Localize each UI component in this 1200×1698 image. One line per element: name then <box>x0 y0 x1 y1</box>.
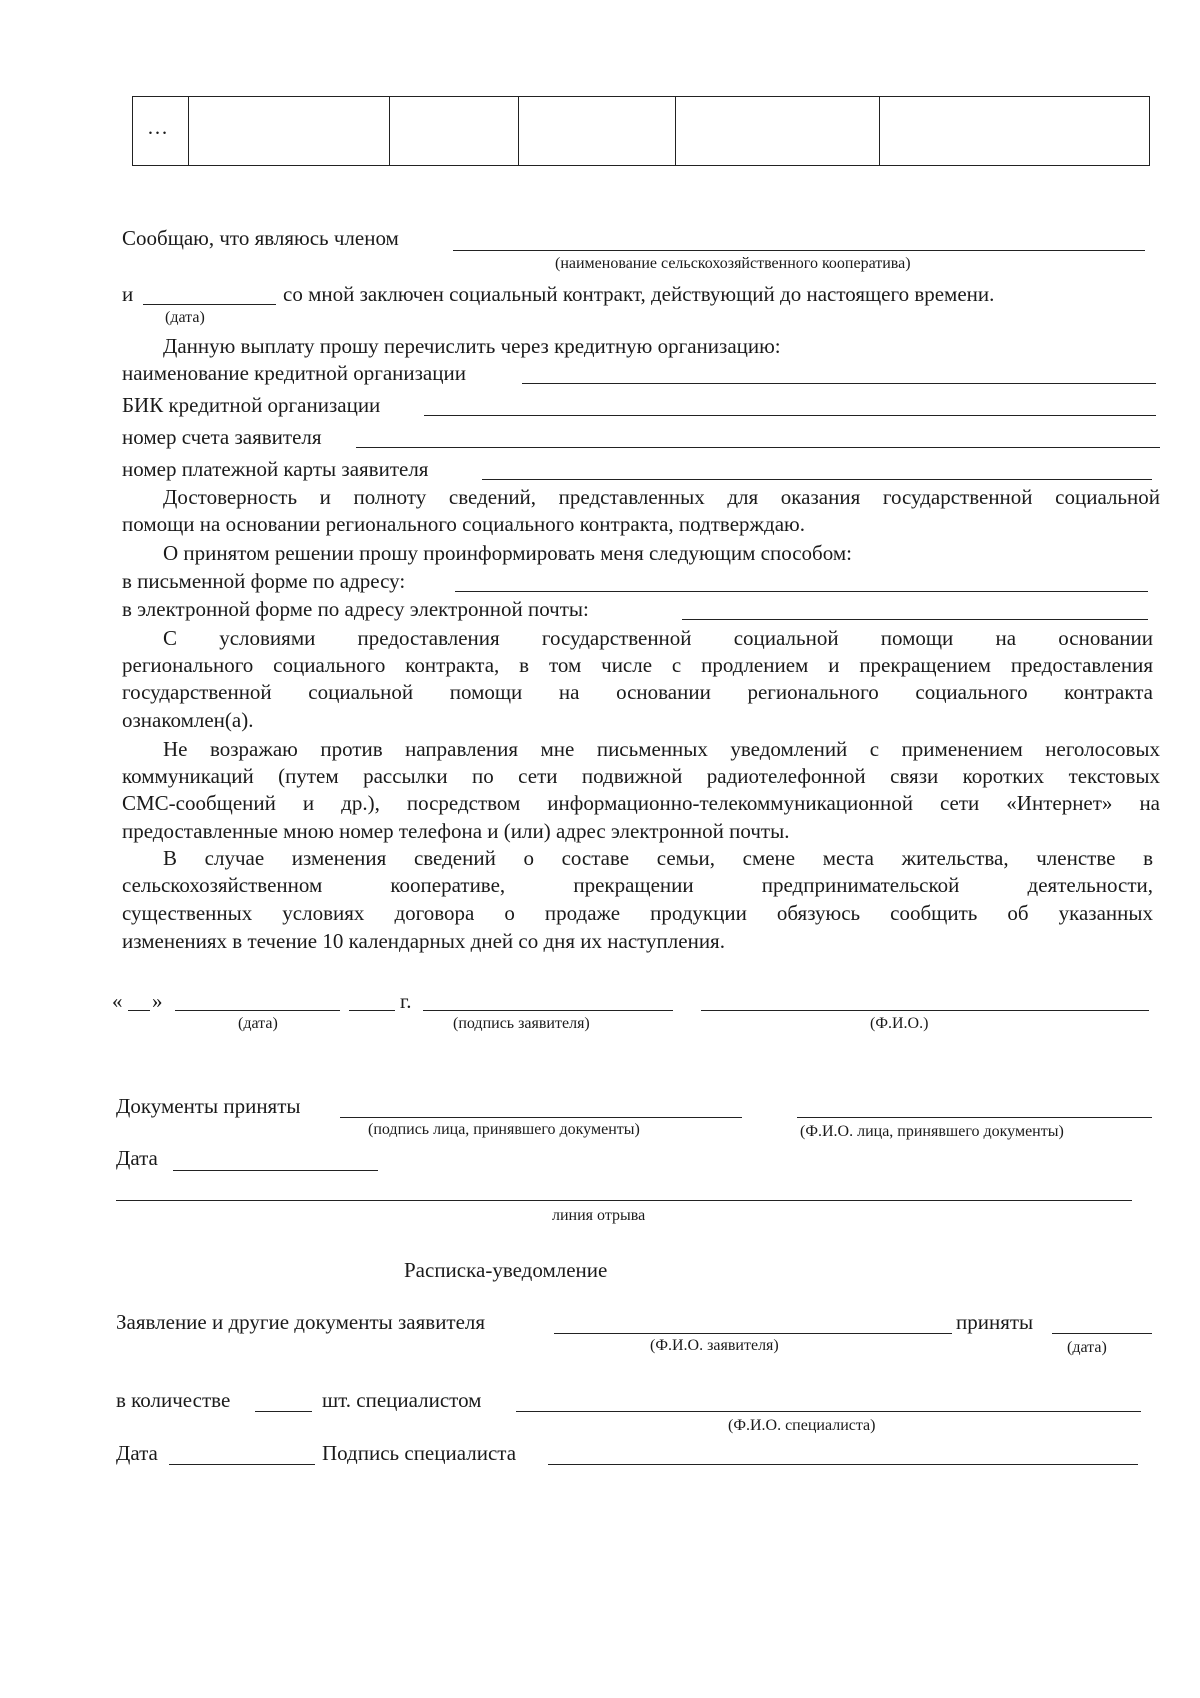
sign-date-caption: (дата) <box>238 1015 278 1032</box>
receipt-accepted-word: приняты <box>956 1310 1034 1334</box>
table-cell <box>188 97 189 165</box>
account-field[interactable] <box>356 447 1160 448</box>
written-address-field[interactable] <box>455 591 1148 592</box>
table-cell <box>879 97 880 165</box>
quote-close: » <box>152 989 163 1013</box>
pcs-label: шт. специалистом <box>322 1388 482 1412</box>
specialist-fio-field[interactable] <box>516 1411 1141 1412</box>
cooperative-caption: (наименование сельскохозяйственного кооператива) <box>555 255 911 272</box>
accepter-fio-caption: (Ф.И.О. лица, принявшего документы) <box>800 1123 1064 1140</box>
card-field[interactable] <box>482 479 1152 480</box>
conditions-line: ознакомлен(а). <box>122 708 254 732</box>
accepted-date-field[interactable] <box>173 1170 378 1171</box>
sms-line: СМС-сообщений и др.), посредством информационно-телекоммуникационной сети «Интернет» на <box>122 791 1160 815</box>
conditions-line: регионального социального контракта, в том числе с продлением и прекращением предоставления <box>122 653 1153 677</box>
table-cell <box>675 97 676 165</box>
accepter-fio-field[interactable] <box>797 1117 1152 1118</box>
specialist-signature-field[interactable] <box>548 1464 1138 1465</box>
contract-text: со мной заключен социальный контракт, действующий до настоящего времени. <box>283 282 995 306</box>
receipt-date-label: Дата <box>116 1441 158 1465</box>
tear-off-label: линия отрыва <box>552 1207 646 1224</box>
changes-line: сельскохозяйственном кооперативе, прекращении предпринимательской деятельности, <box>122 873 1153 897</box>
bik-field[interactable] <box>424 415 1156 416</box>
year-suffix: г. <box>400 989 412 1013</box>
applicant-signature-field[interactable] <box>423 1010 673 1011</box>
contract-date-caption: (дата) <box>165 309 205 326</box>
table-ellipsis: … <box>147 115 168 139</box>
fio-caption: (Ф.И.О.) <box>870 1015 929 1032</box>
sms-line: коммуникаций (путем рассылки по сети подвижной радиотелефонной связи коротких текстовых <box>122 764 1160 788</box>
month-field[interactable] <box>175 1010 340 1011</box>
email-field[interactable] <box>682 619 1148 620</box>
inform-intro: О принятом решении прошу проинформировать меня следующим способом: <box>163 541 852 565</box>
receipt-fio-caption: (Ф.И.О. заявителя) <box>650 1337 779 1354</box>
email-label: в электронной форме по адресу электронной почты: <box>122 597 589 621</box>
applicant-fio-field[interactable] <box>701 1010 1149 1011</box>
table-cell <box>389 97 390 165</box>
accepted-date-label: Дата <box>116 1146 158 1170</box>
card-label: номер платежной карты заявителя <box>122 457 429 481</box>
contract-date-field[interactable] <box>143 304 276 305</box>
receipt-applicant-fio-field[interactable] <box>554 1333 952 1334</box>
bank-name-label: наименование кредитной организации <box>122 361 466 385</box>
changes-line: существенных условиях договора о продаже продукции обязуюсь сообщить об указанных <box>122 901 1153 925</box>
tear-off-line <box>116 1200 1132 1201</box>
changes-line: изменениях в течение 10 календарных дней со дня их наступления. <box>122 929 725 953</box>
accepter-signature-field[interactable] <box>340 1117 742 1118</box>
quantity-field[interactable] <box>255 1411 312 1412</box>
accepter-sign-caption: (подпись лица, принявшего документы) <box>368 1121 640 1138</box>
membership-label: Сообщаю, что являюсь членом <box>122 226 399 250</box>
receipt-date-caption: (дата) <box>1067 1339 1107 1356</box>
payment-intro: Данную выплату прошу перечислить через кредитную организацию: <box>163 334 781 358</box>
written-address-label: в письменной форме по адресу: <box>122 569 406 593</box>
conditions-line: С условиями предоставления государственной социальной помощи на основании <box>163 626 1153 650</box>
bank-name-field[interactable] <box>522 383 1156 384</box>
sms-line: предоставленные мною номер телефона и (или) адрес электронной почты. <box>122 819 790 843</box>
bik-label: БИК кредитной организации <box>122 393 381 417</box>
accepted-label: Документы приняты <box>116 1094 301 1118</box>
changes-line: В случае изменения сведений о составе семьи, смене места жительства, членстве в <box>163 846 1153 870</box>
specialist-caption: (Ф.И.О. специалиста) <box>728 1417 876 1434</box>
receipt-title: Расписка-уведомление <box>404 1258 608 1282</box>
cooperative-name-field[interactable] <box>453 250 1145 251</box>
specialist-sign-label: Подпись специалиста <box>322 1441 517 1465</box>
quantity-label: в количестве <box>116 1388 231 1412</box>
table-cell <box>518 97 519 165</box>
account-label: номер счета заявителя <box>122 425 322 449</box>
sign-caption: (подпись заявителя) <box>453 1015 590 1032</box>
confirm-line: помощи на основании регионального социального контракта, подтверждаю. <box>122 512 805 536</box>
sms-line: Не возражаю против направления мне письменных уведомлений с применением неголосовых <box>163 737 1160 761</box>
quote-open: « <box>112 989 123 1013</box>
year-field[interactable] <box>349 1010 395 1011</box>
applicant-table-fragment <box>132 96 1150 166</box>
contract-prefix: и <box>122 282 134 306</box>
conditions-line: государственной социальной помощи на основании регионального социального контракта <box>122 680 1153 704</box>
receipt-date-field[interactable] <box>1052 1333 1152 1334</box>
day-field[interactable] <box>128 1010 150 1011</box>
receipt-docs-label: Заявление и другие документы заявителя <box>116 1310 486 1334</box>
receipt-final-date-field[interactable] <box>169 1464 315 1465</box>
confirm-line: Достоверность и полноту сведений, представленных для оказания государственной социальной <box>163 485 1160 509</box>
